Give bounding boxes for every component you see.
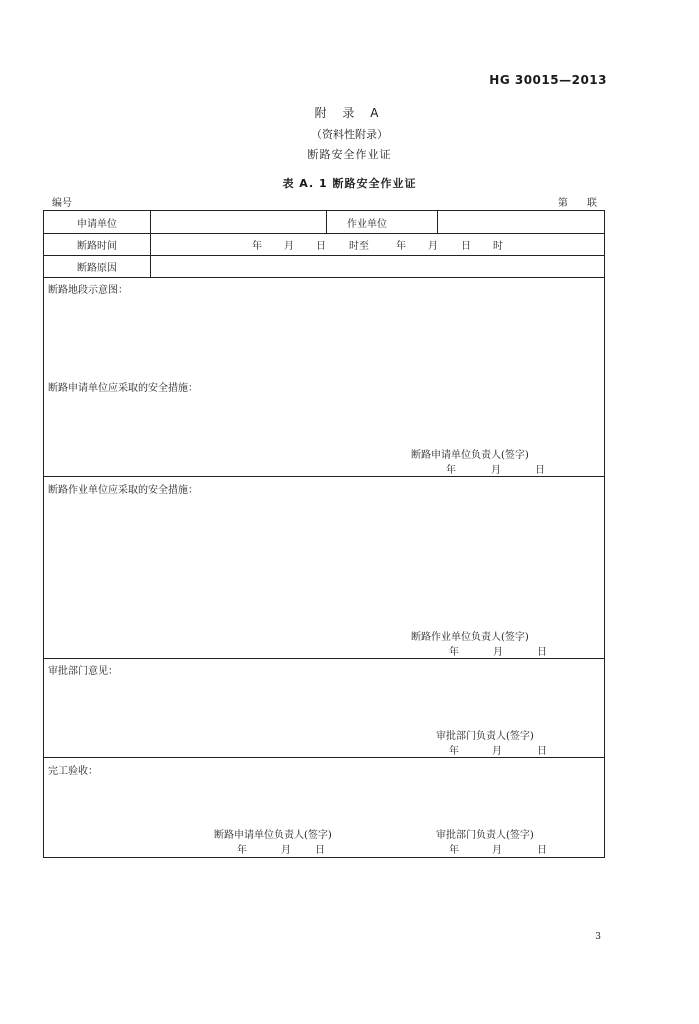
appendix-subtitle: （资料性附录）	[311, 128, 388, 141]
worker-measures-label: 断路作业单位应采取的安全措施：	[48, 485, 198, 496]
row-line-2	[43, 255, 605, 256]
worker-date-month: 月	[493, 647, 503, 658]
acceptance-applicant-date-day: 日	[315, 845, 325, 856]
standard-number: HG 30015—2013	[489, 73, 607, 87]
applicant-measures-label: 断路申请单位应采取的安全措施：	[48, 383, 198, 394]
sep-worker-measures	[43, 658, 605, 659]
time-to: 时至	[349, 241, 369, 252]
time-hour: 时	[493, 241, 503, 252]
acceptance-approval-date-year: 年	[449, 845, 459, 856]
time-year-end: 年	[396, 241, 406, 252]
approval-date-day: 日	[537, 746, 547, 757]
acceptance-approval-date-day: 日	[537, 845, 547, 856]
diagram-section-label: 断路地段示意图：	[48, 285, 128, 296]
time-label: 断路时间	[77, 241, 117, 252]
time-day: 日	[316, 241, 326, 252]
applicant-sign-label: 断路申请单位负责人(签字)	[411, 450, 529, 461]
time-month: 月	[284, 241, 294, 252]
table-border-right	[604, 210, 605, 858]
reason-label: 断路原因	[77, 263, 117, 274]
applicant-unit-label: 申请单位	[77, 219, 117, 230]
worker-date-day: 日	[537, 647, 547, 658]
page-number: 3	[595, 932, 601, 942]
work-unit-divider-left	[326, 210, 327, 233]
acceptance-applicant-date-year: 年	[237, 845, 247, 856]
table-border-top	[43, 210, 605, 211]
work-unit-label: 作业单位	[347, 219, 387, 230]
time-month-end: 月	[428, 241, 438, 252]
appendix-title: 附 录 A	[314, 106, 385, 120]
approval-sign-label: 审批部门负责人(签字)	[436, 731, 534, 742]
acceptance-applicant-date-month: 月	[281, 845, 291, 856]
approval-section-label: 审批部门意见：	[48, 666, 118, 677]
sep-approval	[43, 757, 605, 758]
table-border-left	[43, 210, 44, 858]
applicant-date-month: 月	[491, 465, 501, 476]
appendix-name: 断路安全作业证	[307, 148, 392, 161]
acceptance-section-label: 完工验收：	[48, 766, 98, 777]
worker-date-year: 年	[449, 647, 459, 658]
applicant-date-day: 日	[535, 465, 545, 476]
row-line-3	[43, 277, 605, 278]
time-day-end: 日	[461, 241, 471, 252]
table-caption: 表 A. 1 断路安全作业证	[282, 177, 417, 190]
time-year: 年	[252, 241, 262, 252]
serial-label: 编号	[52, 198, 72, 209]
acceptance-approval-sign-label: 审批部门负责人(签字)	[436, 830, 534, 841]
worker-sign-label: 断路作业单位负责人(签字)	[411, 632, 529, 643]
approval-date-month: 月	[492, 746, 502, 757]
table-border-bottom	[43, 857, 605, 858]
approval-date-year: 年	[449, 746, 459, 757]
sep-applicant-measures	[43, 476, 605, 477]
copy-label: 第 联	[557, 198, 605, 209]
work-unit-divider-right	[437, 210, 438, 233]
row-line-1	[43, 233, 605, 234]
acceptance-applicant-sign-label: 断路申请单位负责人(签字)	[214, 830, 332, 841]
acceptance-approval-date-month: 月	[492, 845, 502, 856]
applicant-date-year: 年	[446, 465, 456, 476]
